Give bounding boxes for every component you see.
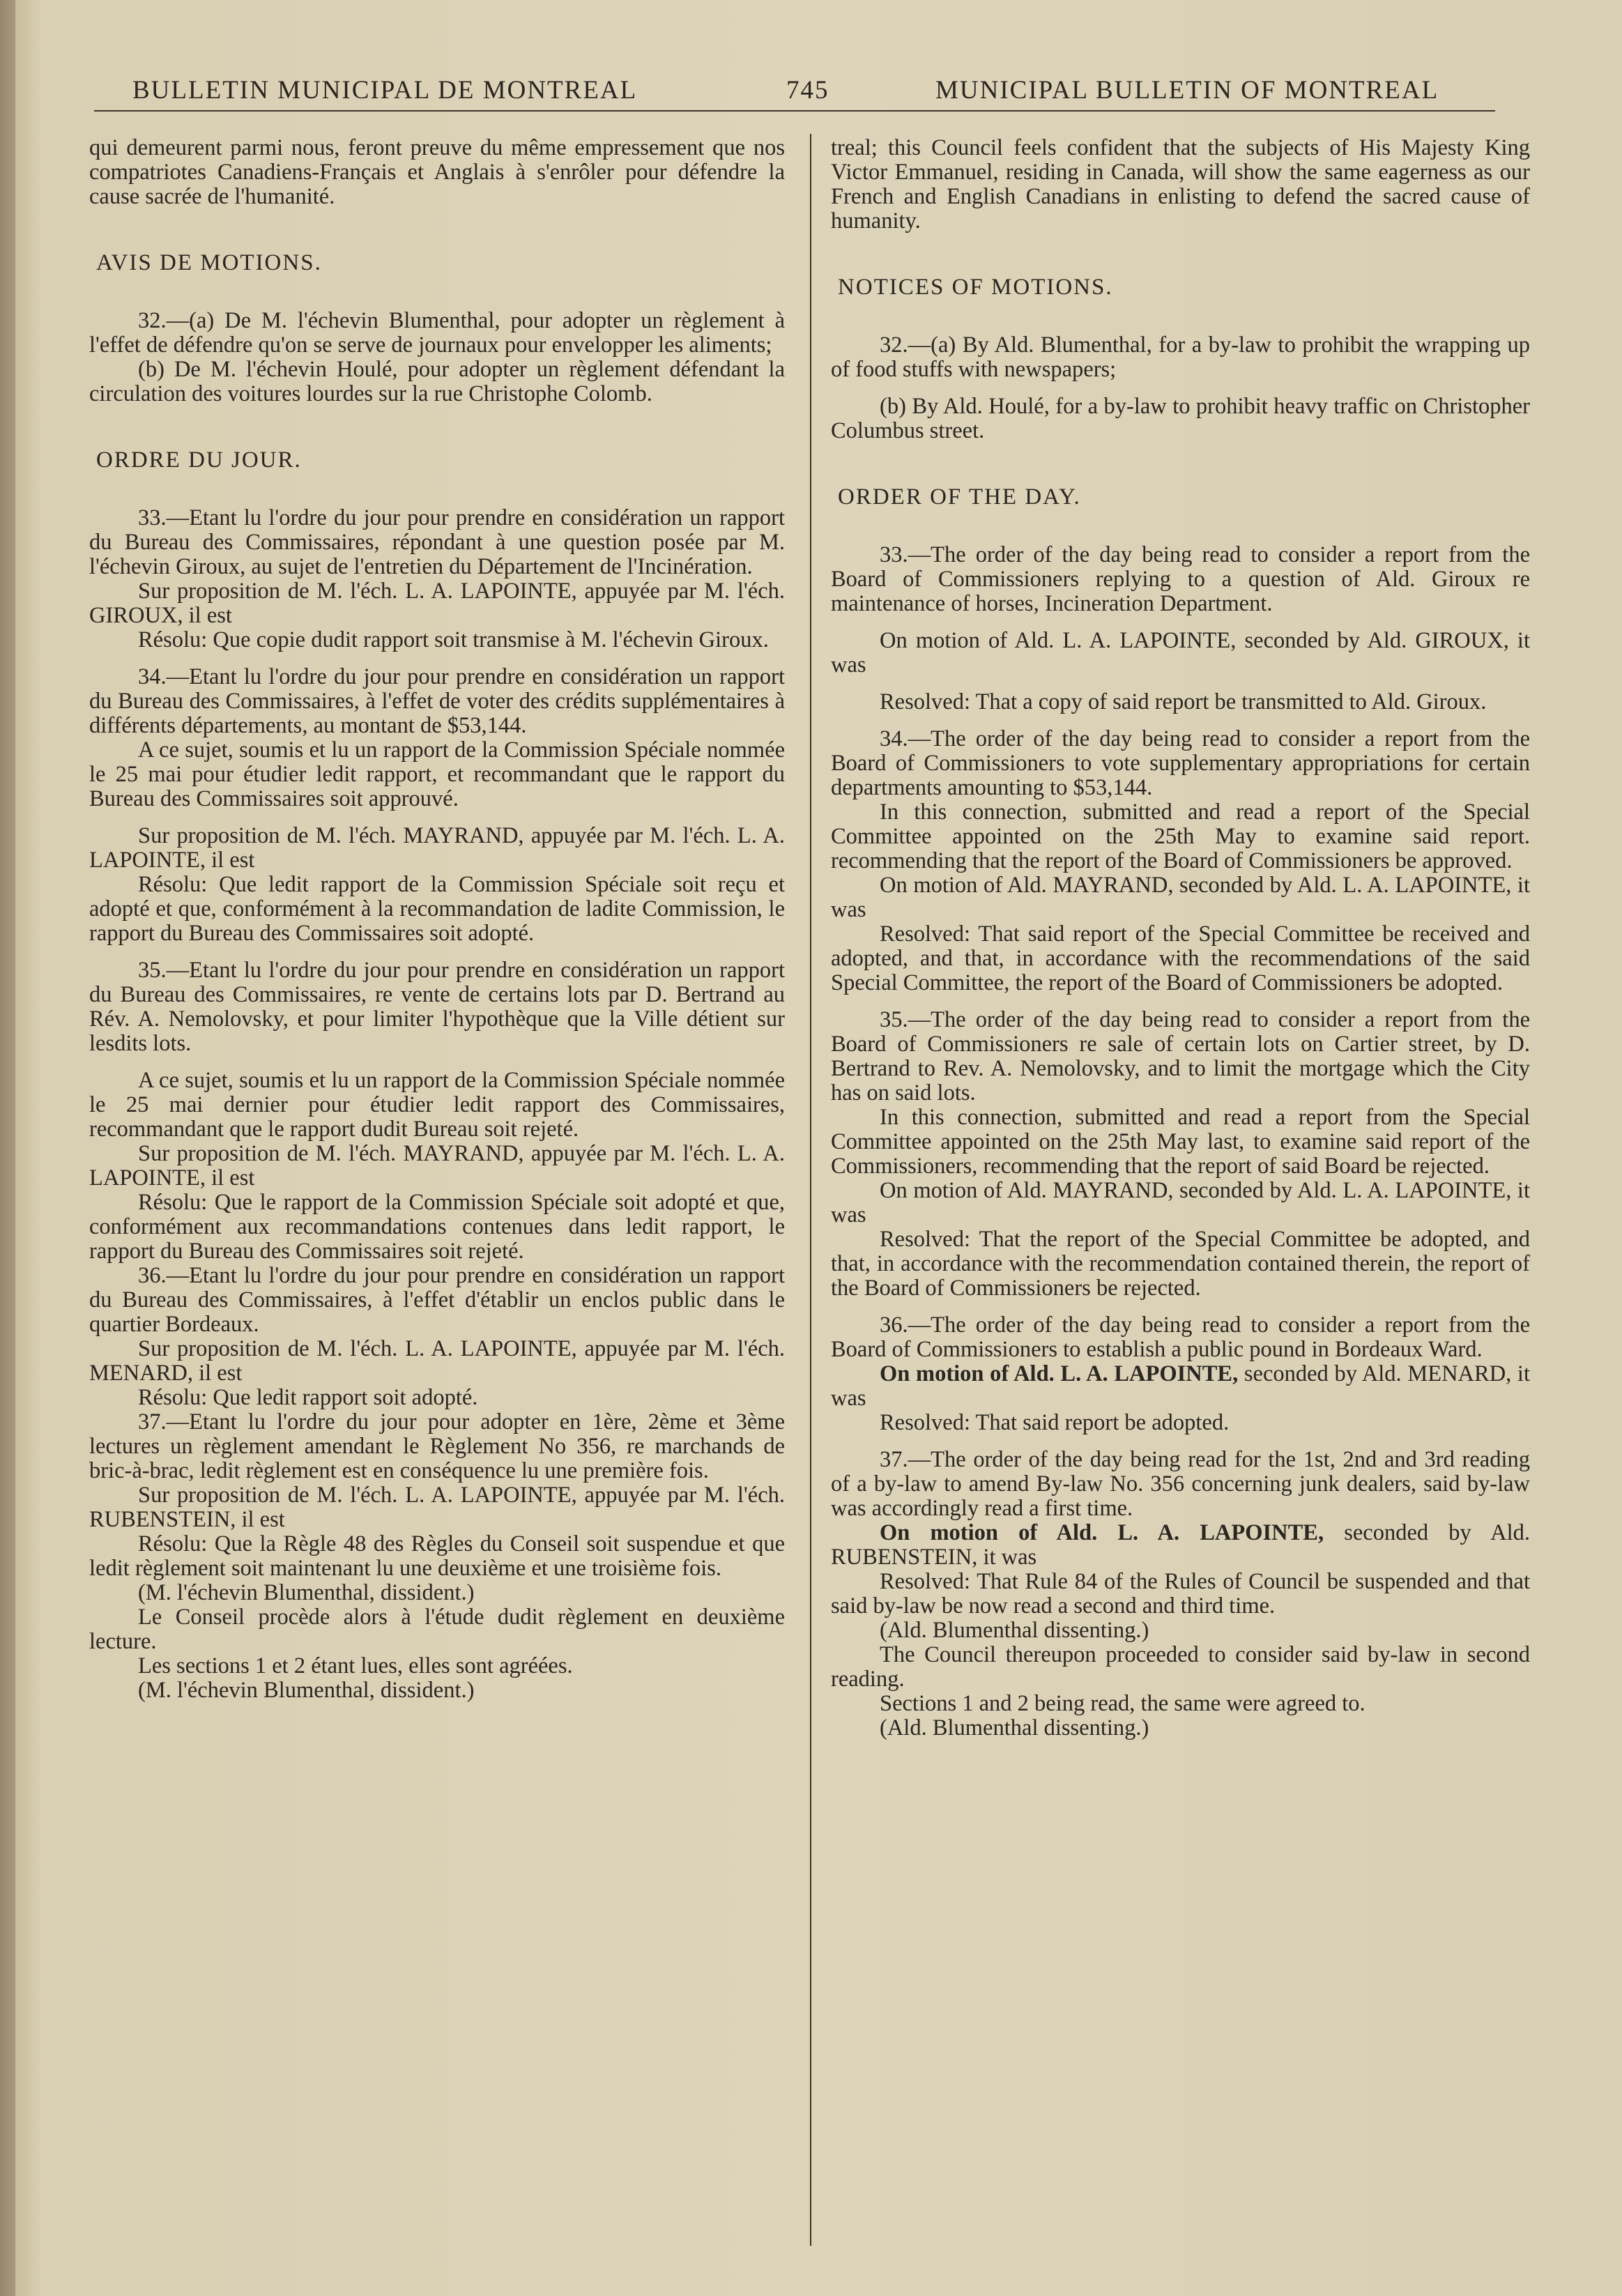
fr-avis-title: AVIS DE MOTIONS. bbox=[96, 250, 322, 275]
en-item-34-motion: On motion of Ald. MAYRAND, seconded by Ald. L. A. LAPOINTE, it was bbox=[831, 873, 1530, 922]
en-item-36-motion bbox=[831, 1362, 1530, 1411]
en-item-37-resolved: Resolved: That Rule 84 of the Rules of Council be suspended and that said by-law be now read a second and third time. bbox=[831, 1569, 1530, 1618]
en-notice-a: 32.—(a) By Ald. Blumenthal, for a by-law to prohibit the wrapping up of food stuffs with newspapers; bbox=[831, 332, 1530, 382]
en-order-title: ORDER OF THE DAY. bbox=[838, 484, 1081, 510]
en-intro: treal; this Council feels confident that the subjects of His Majesty King Victor Emmanuel, residing in Canada, will show the same eagerness as our French and English Canadians in enlisting to defend the sacred cause of humanity. bbox=[831, 135, 1530, 234]
en-item-36-motion-lead: On motion of Ald. L. A. LAPOINTE, bbox=[880, 1361, 1239, 1386]
en-item-37-motion bbox=[831, 1521, 1530, 1570]
header-rule bbox=[94, 110, 1495, 112]
fr-intro: qui demeurent parmi nous, feront preuve du même empressement que nos compatriotes Canadiens-Français et Anglais à s'enrôler pour défendre la cause sacrée de l'humanité. bbox=[89, 135, 785, 209]
en-item-33-resolved: Resolved: That a copy of said report be transmitted to Ald. Giroux. bbox=[880, 689, 1487, 714]
fr-item-37: 37.—Etant lu l'ordre du jour pour adopter en 1ère, 2ème et 3ème lectures un règlement amendant le Règlement No 356, re marchands de bric-à-brac, ledit règlement est en conséquence lu une première fois. bbox=[89, 1409, 785, 1483]
en-dissent-2: (Ald. Blumenthal dissenting.) bbox=[880, 1715, 1149, 1740]
en-item-35: 35.—The order of the day being read to consider a report from the Board of Commissioners re sale of certain lots on Cartier street, by D. Bertrand to Rev. A. Nemolovsky, and to limit the mortgage which the City has on said lots. bbox=[831, 1007, 1530, 1105]
en-item-37-motion-rest: seconded by Ald. RUBENSTEIN, it was bbox=[831, 1520, 1530, 1570]
en-item-34: 34.—The order of the day being read to consider a report from the Board of Commissioners to vote supplementary appropriations for certain departments amounting to $53,144. bbox=[831, 726, 1530, 800]
page-number: 745 bbox=[786, 76, 829, 105]
fr-item-36-motion: Sur proposition de M. l'éch. L. A. LAPOINTE, appuyée par M. l'éch. MENARD, il est bbox=[89, 1336, 785, 1386]
en-item-34-connection: In this connection, submitted and read a report of the Special Committee appointed on the 25th May to examine said report. recommending that the report of the Board of Commissioners be approved. bbox=[831, 799, 1530, 873]
fr-item-33-motion: Sur proposition de M. l'éch. L. A. LAPOINTE, appuyée par M. l'éch. GIROUX, il est bbox=[89, 579, 785, 628]
fr-item-35-motion: Sur proposition de M. l'éch. MAYRAND, appuyée par M. l'éch. L. A. LAPOINTE, il est bbox=[89, 1141, 785, 1191]
en-item-36-resolved: Resolved: That said report be adopted. bbox=[880, 1410, 1230, 1435]
fr-item-35-sujet: A ce sujet, soumis et lu un rapport de la Commission Spéciale nommée le 25 mai dernier pour étudier ledit rapport des Commissaires, recommandant que le rapport dudit Bureau soit rejeté. bbox=[89, 1068, 785, 1142]
fr-item-34-motion: Sur proposition de M. l'éch. MAYRAND, appuyée par M. l'éch. L. A. LAPOINTE, il est bbox=[89, 823, 785, 873]
en-item-34-resolved: Resolved: That said report of the Special Committee be received and adopted, and that, in accordance with the recommendations of the said Special Committee, the report of the Board of Commissioners be adopted. bbox=[831, 921, 1530, 995]
fr-dissident-1: (M. l'échevin Blumenthal, dissident.) bbox=[138, 1580, 475, 1605]
en-item-35-resolved: Resolved: That the report of the Special Committee be adopted, and that, in accordance with the recommendation contained therein, the report of the Board of Commissioners be rejected. bbox=[831, 1227, 1530, 1301]
fr-item-36: 36.—Etant lu l'ordre du jour pour prendre en considération un rapport du Bureau des Commissaires, à l'effet d'établir un enclos public dans le quartier Bordeaux. bbox=[89, 1263, 785, 1337]
fr-avis-a: 32.—(a) De M. l'échevin Blumenthal, pour adopter un règlement à l'effet de défendre qu'on se serve de journaux pour envelopper les aliments; bbox=[89, 308, 785, 358]
en-item-37: 37.—The order of the day being read for the 1st, 2nd and 3rd reading of a by-law to amend By-law No. 356 concerning junk dealers, said by-law was accordingly read a first time. bbox=[831, 1447, 1530, 1521]
fr-item-37-resolu: Résolu: Que la Règle 48 des Règles du Conseil soit suspendue et que ledit règlement soit maintenant lu une deuxième et une troisième fois. bbox=[89, 1531, 785, 1581]
fr-ordre-title: ORDRE DU JOUR. bbox=[96, 447, 302, 473]
fr-item-33: 33.—Etant lu l'ordre du jour pour prendre en considération un rapport du Bureau des Commissaires, répondant à une question posée par M. l'échevin Giroux, au sujet de l'entretien du Département de l'Incinération. bbox=[89, 505, 785, 579]
fr-conseil: Le Conseil procède alors à l'étude dudit règlement en deuxième lecture. bbox=[89, 1605, 785, 1654]
english-column bbox=[831, 136, 1530, 1740]
fr-item-37-motion: Sur proposition de M. l'éch. L. A. LAPOINTE, appuyée par M. l'éch. RUBENSTEIN, il est bbox=[89, 1483, 785, 1532]
column-divider bbox=[810, 134, 811, 2246]
fr-item-35-resolu: Résolu: Que le rapport de la Commission Spéciale soit adopté et que, conformément aux recommandations contenues dans ledit rapport, le rapport du Bureau des Commissaires soit rejeté. bbox=[89, 1190, 785, 1264]
french-column bbox=[89, 136, 785, 1703]
en-dissent-1: (Ald. Blumenthal dissenting.) bbox=[880, 1618, 1149, 1643]
fr-item-36-resolu: Résolu: Que ledit rapport soit adopté. bbox=[138, 1385, 478, 1410]
fr-sections: Les sections 1 et 2 étant lues, elles sont agréées. bbox=[138, 1653, 573, 1678]
en-notice-b: (b) By Ald. Houlé, for a by-law to prohibit heavy traffic on Christopher Columbus street. bbox=[831, 394, 1530, 443]
en-council: The Council thereupon proceeded to consider said by-law in second reading. bbox=[831, 1642, 1530, 1692]
fr-avis-b: (b) De M. l'échevin Houlé, pour adopter un règlement défendant la circulation des voitures lourdes sur la rue Christophe Colomb. bbox=[89, 357, 785, 406]
en-notices-title: NOTICES OF MOTIONS. bbox=[838, 275, 1113, 300]
en-item-37-motion-lead: On motion of Ald. L. A. LAPOINTE, bbox=[880, 1520, 1324, 1545]
en-item-36-motion-rest: seconded by Ald. MENARD, it was bbox=[831, 1361, 1530, 1411]
fr-item-35: 35.—Etant lu l'ordre du jour pour prendre en considération un rapport du Bureau des Commissaires, re vente de certains lots par D. Bertrand au Rév. A. Nemolovsky, et pour limiter l'hypothèque que la Ville détient sur lesdits lots. bbox=[89, 958, 785, 1056]
page-spine-shadow bbox=[0, 0, 15, 2296]
running-header-english: MUNICIPAL BULLETIN OF MONTREAL bbox=[935, 76, 1439, 105]
en-item-36: 36.—The order of the day being read to consider a report from the Board of Commissioners to establish a public pound in Bordeaux Ward. bbox=[831, 1312, 1530, 1362]
en-item-33: 33.—The order of the day being read to consider a report from the Board of Commissioners replying to a question of Ald. Giroux re maintenance of horses, Incineration Department. bbox=[831, 542, 1530, 616]
en-item-33-motion: On motion of Ald. L. A. LAPOINTE, seconded by Ald. GIROUX, it was bbox=[831, 628, 1530, 678]
en-item-35-motion: On motion of Ald. MAYRAND, seconded by Ald. L. A. LAPOINTE, it was bbox=[831, 1178, 1530, 1227]
running-header-french: BULLETIN MUNICIPAL DE MONTREAL bbox=[132, 76, 638, 105]
fr-item-34-resolu: Résolu: Que ledit rapport de la Commission Spéciale soit reçu et adopté et que, conformément à la recommandation de ladite Commission, le rapport du Bureau des Commissaires soit adopté. bbox=[89, 872, 785, 946]
fr-item-34-sujet: A ce sujet, soumis et lu un rapport de la Commission Spéciale nommée le 25 mai pour étudier ledit rapport, et recommandant que le rapport du Bureau des Commissaires soit approuvé. bbox=[89, 737, 785, 811]
fr-item-33-resolu: Résolu: Que copie dudit rapport soit transmise à M. l'échevin Giroux. bbox=[138, 627, 769, 652]
fr-dissident-2: (M. l'échevin Blumenthal, dissident.) bbox=[138, 1678, 475, 1703]
fr-item-34: 34.—Etant lu l'ordre du jour pour prendre en considération un rapport du Bureau des Commissaires, à l'effet de voter des crédits supplémentaires à différents départements, au montant de $53,144. bbox=[89, 664, 785, 738]
en-item-35-connection: In this connection, submitted and read a report from the Special Committee appointed on the 25th May last, to examine said report of the Commissioners, recommending that the report of said Board be rejected. bbox=[831, 1105, 1530, 1179]
en-sections: Sections 1 and 2 being read, the same were agreed to. bbox=[880, 1691, 1365, 1716]
